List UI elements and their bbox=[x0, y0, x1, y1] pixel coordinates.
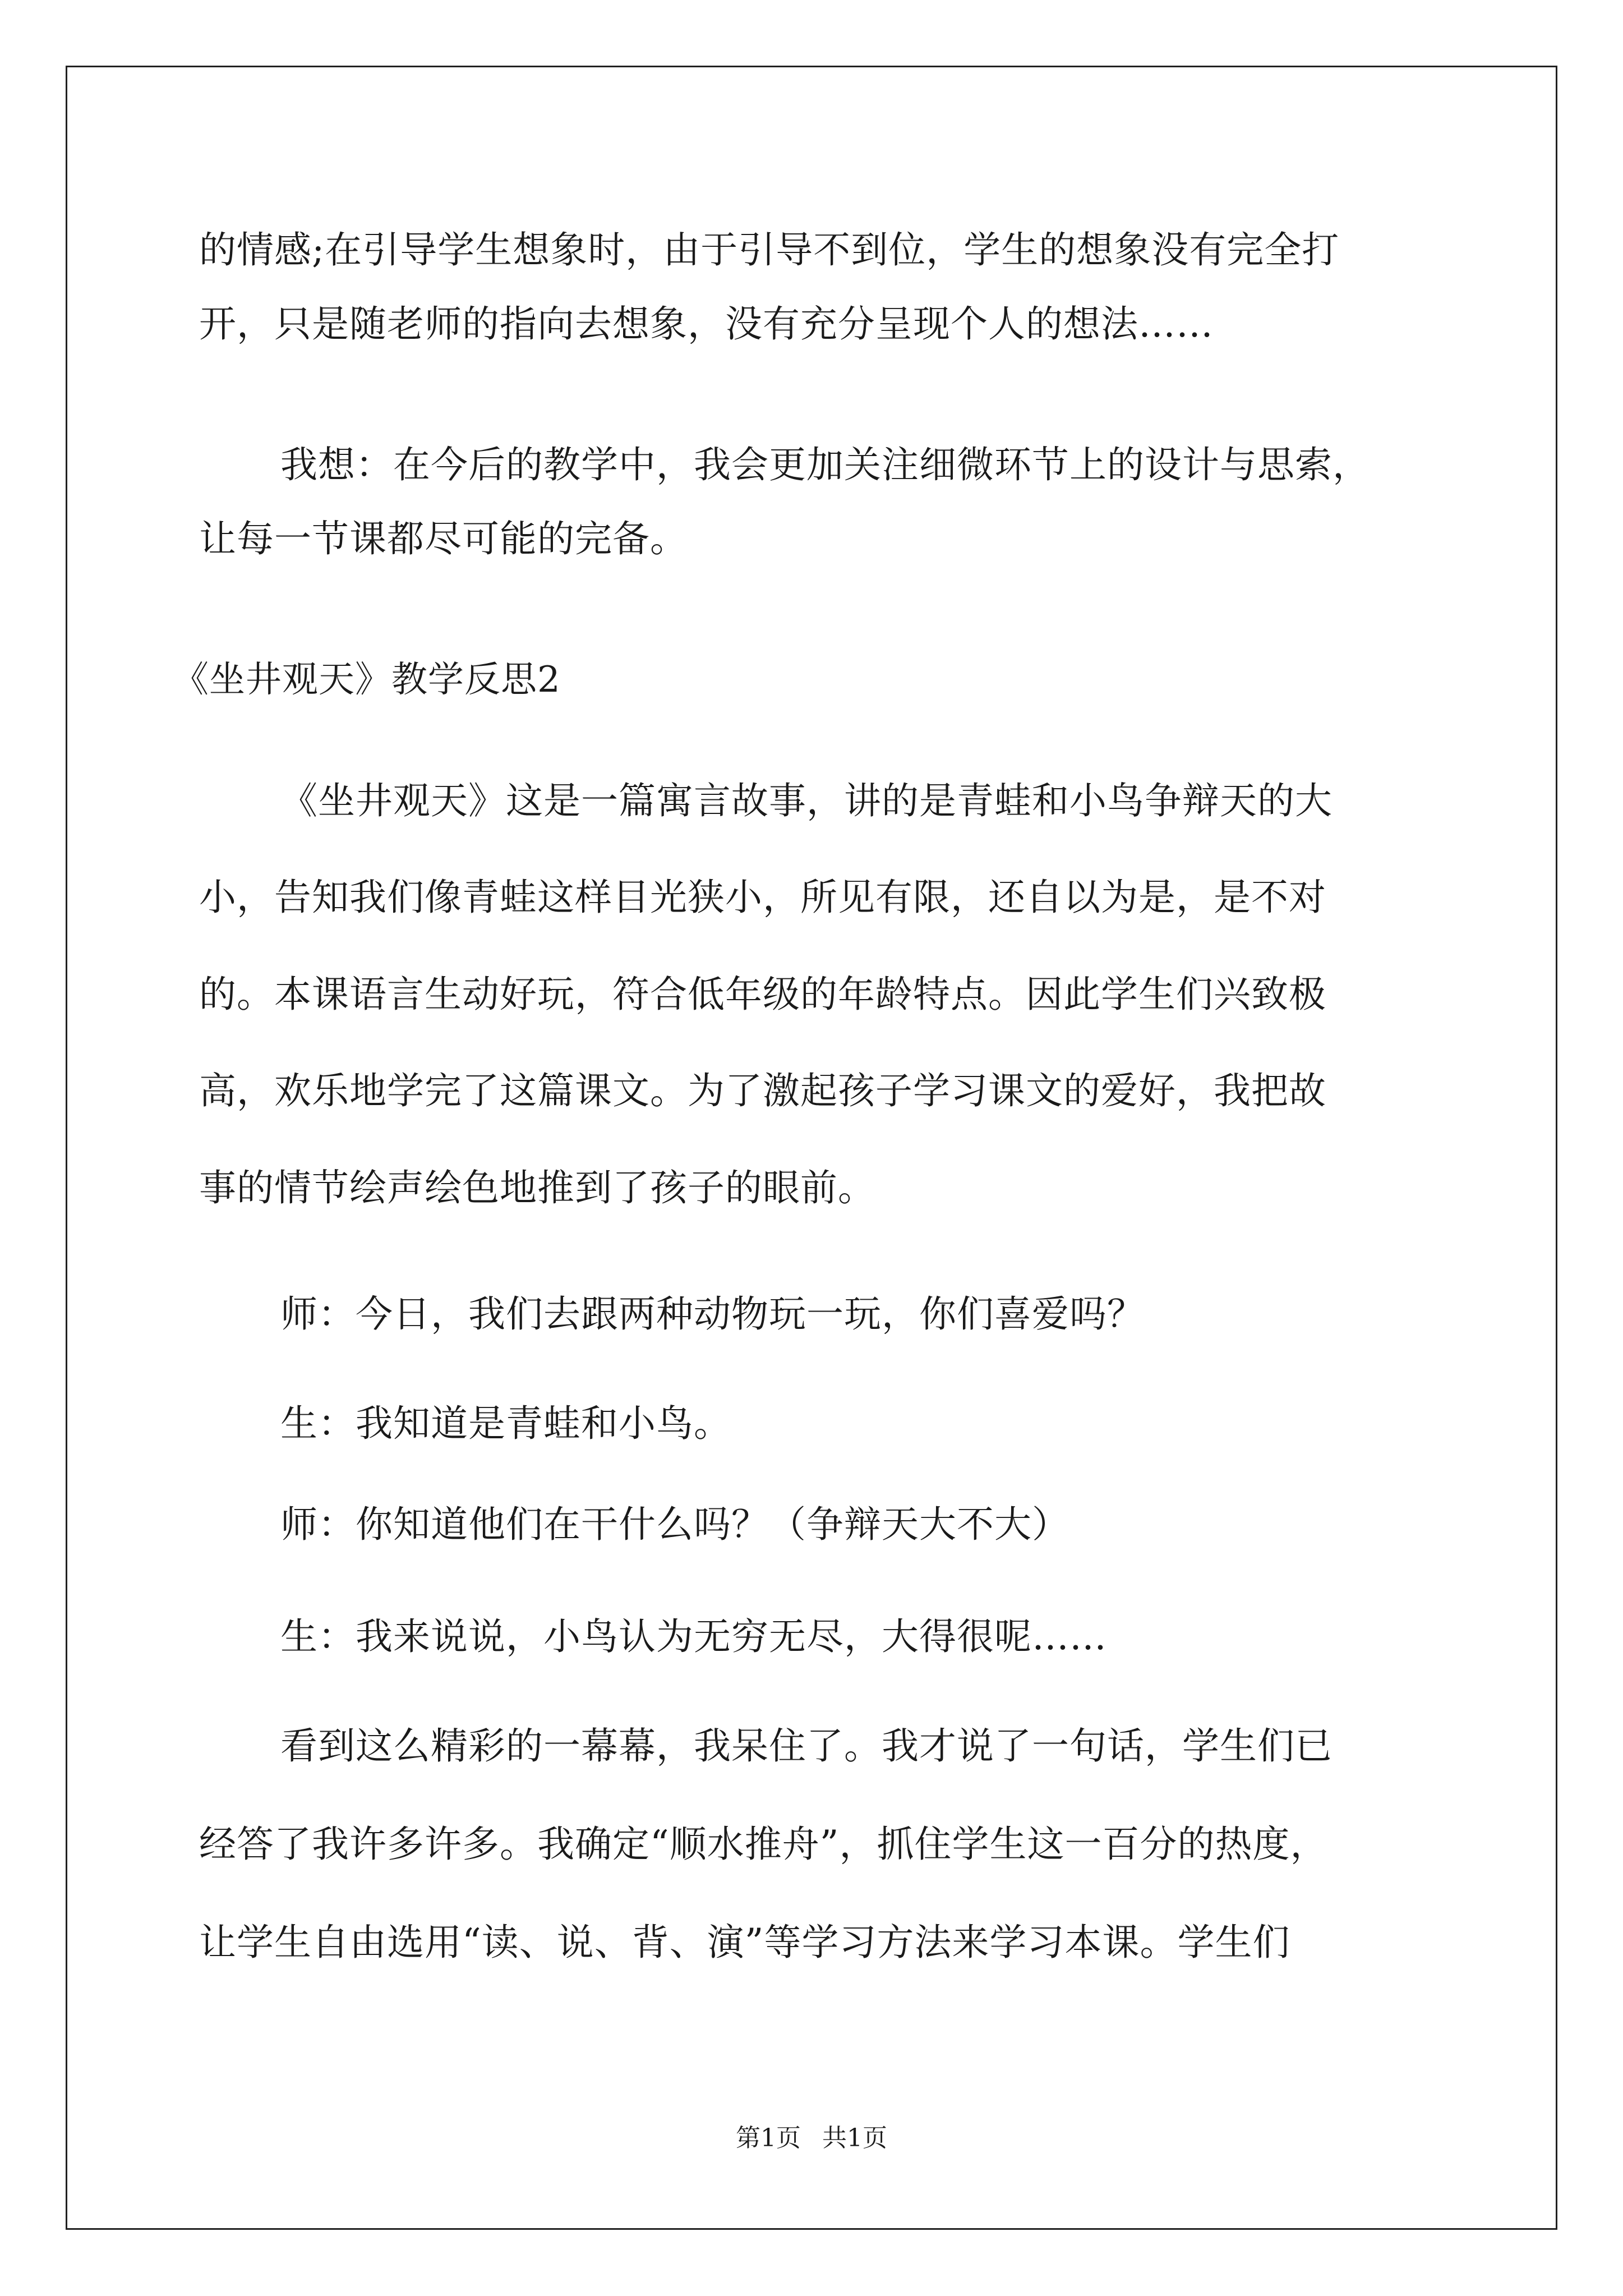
page-footer bbox=[0, 2126, 1623, 2151]
body-line-6: 《坐井观天》这是一篇寓言故事，讲的是青蛙和小鸟争辩天的大 bbox=[280, 779, 1332, 822]
body-line-16: 经答了我许多许多。我确定“顺水推舟”，抓住学生这一百分的热度， bbox=[199, 1823, 1328, 1866]
body-line-14: 生：我来说说，小鸟认为无穷无尽，大得很呢…… bbox=[280, 1615, 1107, 1658]
body-line-2: 开，只是随老师的指向去想象，没有充分呈现个人的想法…… bbox=[199, 302, 1214, 346]
body-line-9: 高，欢乐地学完了这篇课文。为了激起孩子学习课文的爱好，我把故 bbox=[199, 1069, 1326, 1112]
page-border bbox=[66, 66, 1557, 2230]
page-total: 共1页 bbox=[822, 2124, 887, 2152]
section-heading: 《坐井观天》教学反思2 bbox=[173, 659, 561, 701]
body-line-8: 的。本课语言生动好玩，符合低年级的年龄特点。因此学生们兴致极 bbox=[199, 973, 1326, 1016]
body-line-12: 生：我知道是青蛙和小鸟。 bbox=[280, 1402, 731, 1445]
body-line-13: 师：你知道他们在干什么吗？（争辩天大不大） bbox=[280, 1503, 1069, 1546]
page-number: 第1页 bbox=[736, 2124, 801, 2152]
body-line-1: 的情感;在引导学生想象时，由于引导不到位，学生的想象没有完全打 bbox=[199, 228, 1340, 272]
body-line-11: 师：今日，我们去跟两种动物玩一玩，你们喜爱吗？ bbox=[280, 1292, 1145, 1336]
body-line-3: 我想：在今后的教学中，我会更加关注细微环节上的设计与思索， bbox=[280, 443, 1370, 486]
body-line-10: 事的情节绘声绘色地推到了孩子的眼前。 bbox=[199, 1166, 875, 1209]
body-line-17: 让学生自由选用“读、说、背、演”等学习方法来学习本课。学生们 bbox=[199, 1921, 1290, 1964]
body-line-15: 看到这么精彩的一幕幕，我呆住了。我才说了一句话，学生们已 bbox=[280, 1724, 1332, 1768]
body-line-7: 小，告知我们像青蛙这样目光狭小，所见有限，还自以为是，是不对 bbox=[199, 876, 1326, 919]
body-line-4: 让每一节课都尽可能的完备。 bbox=[199, 517, 688, 560]
